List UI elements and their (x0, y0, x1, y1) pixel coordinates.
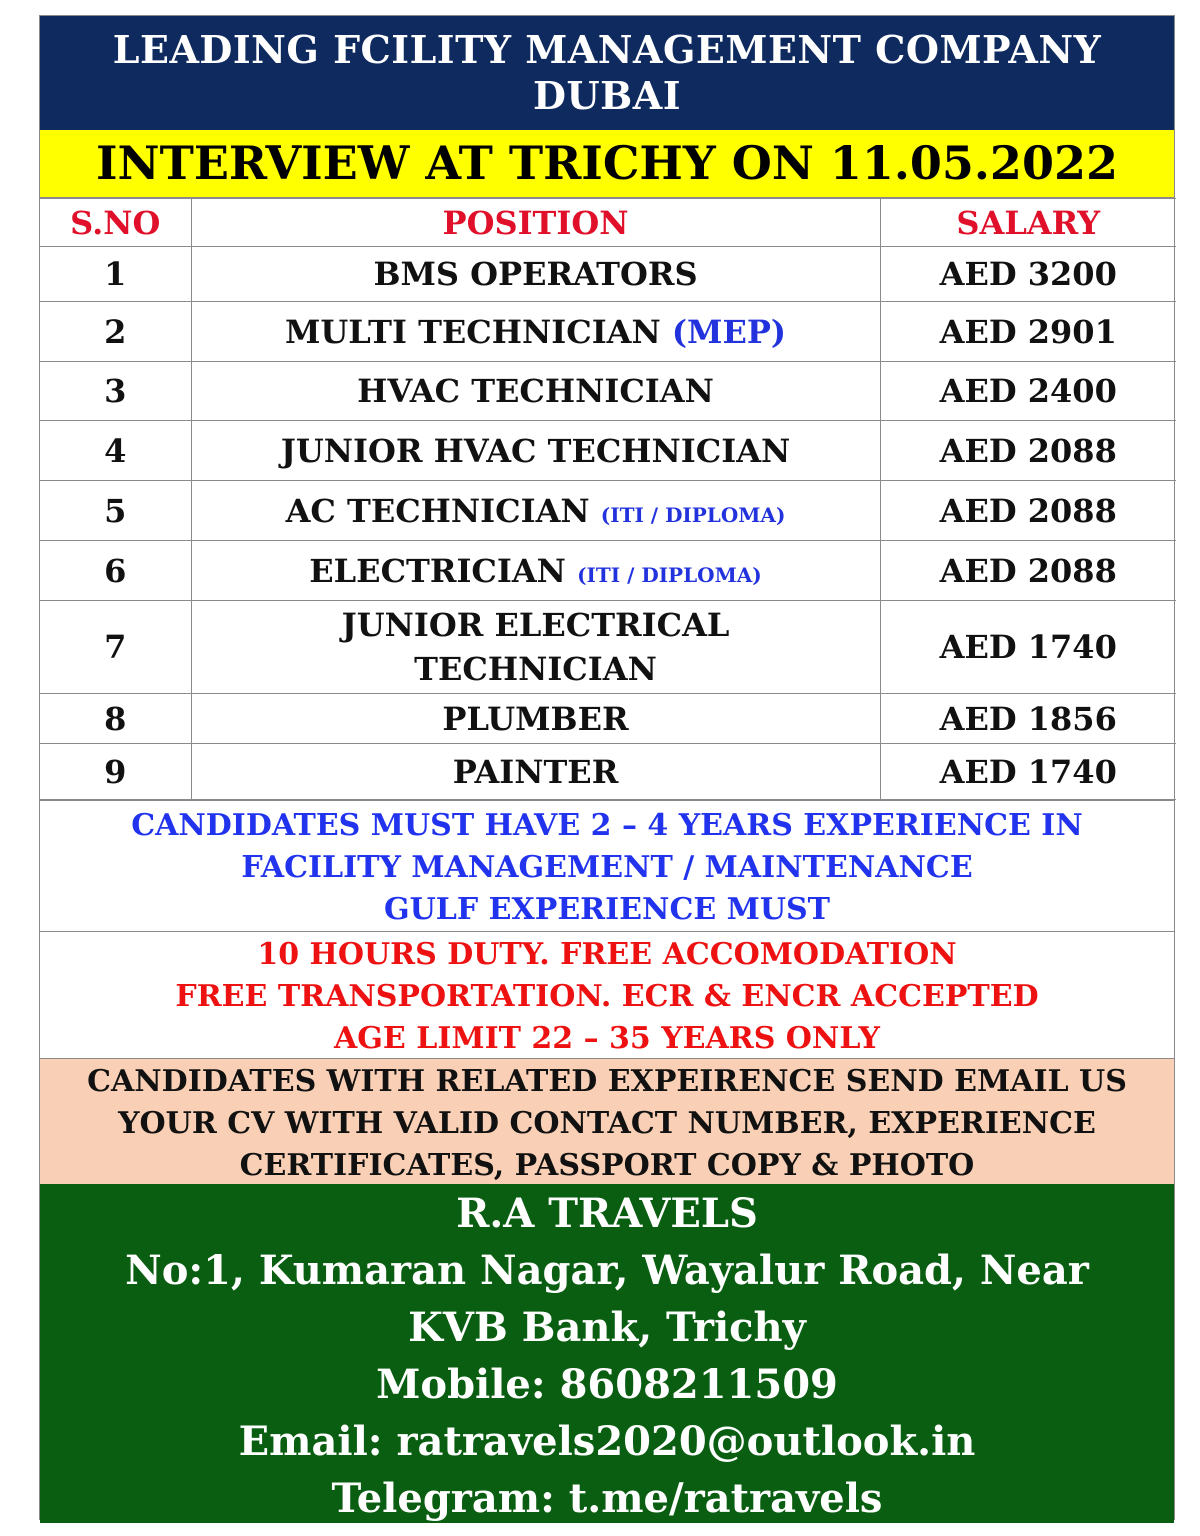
row-position-note: (ITI / DIPLOMA) (577, 562, 762, 587)
table-row (40, 247, 1176, 302)
perk-line: AGE LIMIT 22 – 35 YEARS ONLY (334, 1021, 880, 1056)
row-salary: AED 3200 (880, 247, 1176, 302)
agency-address: No:1, Kumaran Nagar, Wayalur Road, Near (125, 1247, 1089, 1294)
salary-header: SALARY (880, 199, 1176, 247)
requirement-line: CANDIDATES MUST HAVE 2 – 4 YEARS EXPERIENCE IN (131, 808, 1083, 843)
row-position-cell (191, 302, 880, 362)
company-location: DUBAI (533, 73, 681, 118)
row-position: ELECTRICIAN (309, 551, 566, 590)
apply-line: CANDIDATES WITH RELATED EXPEIRENCE SEND EMAIL US (87, 1064, 1127, 1099)
table-row (40, 541, 1176, 601)
row-sno: 9 (40, 744, 191, 800)
position-header: POSITION (191, 199, 880, 247)
row-position: PAINTER (191, 744, 880, 800)
row-salary: AED 2901 (880, 302, 1176, 362)
row-position-cell (191, 481, 880, 541)
agency-email: Email: ratravels2020@outlook.in (238, 1418, 976, 1465)
row-sno: 2 (40, 302, 191, 362)
row-salary: AED 1740 (880, 744, 1176, 800)
row-position-note: (ITI / DIPLOMA) (600, 502, 786, 527)
perk-line: 10 HOURS DUTY. FREE ACCOMODATION (257, 937, 957, 972)
row-position: AC TECHNICIAN (285, 491, 590, 530)
sno-header: S.NO (40, 199, 191, 247)
row-salary: AED 1856 (880, 694, 1176, 744)
row-position: HVAC TECHNICIAN (191, 362, 880, 421)
agency-mobile: Mobile: 8608211509 (376, 1361, 838, 1408)
row-salary: AED 2088 (880, 481, 1176, 541)
requirement-line: GULF EXPERIENCE MUST (384, 892, 830, 927)
row-position: MULTI TECHNICIAN (284, 312, 661, 351)
row-sno: 8 (40, 694, 191, 744)
row-position: PLUMBER (191, 694, 880, 744)
row-salary: AED 2088 (880, 421, 1176, 481)
table-row (40, 481, 1176, 541)
table-header-row (40, 199, 1176, 247)
row-salary: AED 1740 (880, 601, 1176, 694)
row-sno: 3 (40, 362, 191, 421)
table-row (40, 601, 1176, 694)
row-position-cell (191, 541, 880, 601)
agency-name: R.A TRAVELS (456, 1190, 758, 1237)
apply-line: CERTIFICATES, PASSPORT COPY & PHOTO (239, 1148, 975, 1183)
row-sno: 4 (40, 421, 191, 481)
row-position: BMS OPERATORS (191, 247, 880, 302)
apply-line: YOUR CV WITH VALID CONTACT NUMBER, EXPERIENCE (118, 1106, 1096, 1141)
table-row (40, 744, 1176, 800)
perk-line: FREE TRANSPORTATION. ECR & ENCR ACCEPTED (175, 979, 1039, 1014)
table-row (40, 362, 1176, 421)
requirement-line: FACILITY MANAGEMENT / MAINTENANCE (241, 850, 973, 885)
row-sno: 6 (40, 541, 191, 601)
table-row (40, 302, 1176, 362)
row-sno: 5 (40, 481, 191, 541)
table-row (40, 421, 1176, 481)
requirements-section (40, 800, 1174, 931)
row-sno: 7 (40, 601, 191, 694)
row-sno: 1 (40, 247, 191, 302)
agency-contact (40, 1184, 1174, 1523)
row-position-line2: TECHNICIAN (414, 650, 657, 688)
agency-address-line2: KVB Bank, Trichy (408, 1304, 806, 1351)
interview-banner: INTERVIEW AT TRICHY ON 11.05.2022 (40, 130, 1174, 198)
row-salary: AED 2400 (880, 362, 1176, 421)
apply-instructions (40, 1058, 1174, 1184)
job-poster (39, 15, 1175, 1520)
row-position: JUNIOR ELECTRICAL (341, 606, 730, 644)
agency-telegram: Telegram: t.me/ratravels (331, 1475, 883, 1522)
company-title: LEADING FCILITY MANAGEMENT COMPANY (112, 27, 1102, 72)
table-row (40, 694, 1176, 744)
positions-table (40, 198, 1176, 800)
company-header (40, 16, 1174, 130)
row-position-cell (191, 601, 880, 694)
row-position: JUNIOR HVAC TECHNICIAN (191, 421, 880, 481)
perks-section (40, 931, 1174, 1058)
row-salary: AED 2088 (880, 541, 1176, 601)
row-position-note: (MEP) (671, 312, 787, 351)
